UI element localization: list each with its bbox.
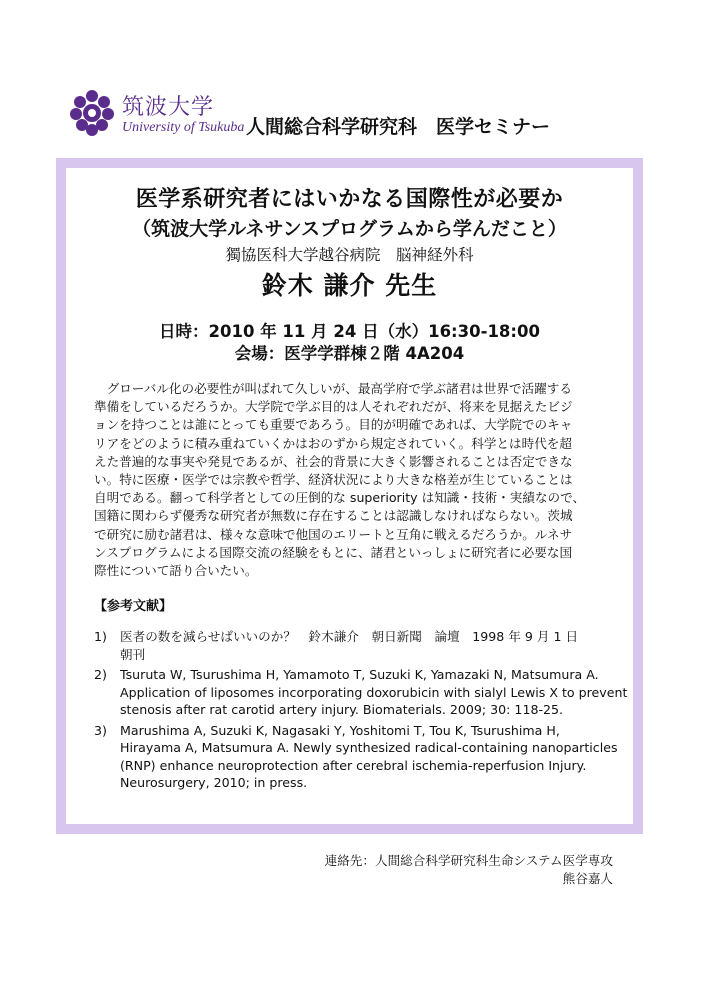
reference-line: Tsuruta W, Tsurushima H, Yamamoto T, Suzuki K, Yamazaki N, Matsumura A. xyxy=(120,667,599,682)
abstract-line: 準備をしているだろうか。大学院で学ぶ目的は人それぞれだが、将来を見据えたビジ xyxy=(94,399,573,415)
reference-number: 3) xyxy=(94,722,107,738)
reference-line: 朝刊 xyxy=(120,646,146,662)
reference-item xyxy=(94,666,628,719)
seminar-venue: 会場：医学学群棟２階 4A204 xyxy=(234,344,465,363)
speaker-name: 鈴木 謙介 先生 xyxy=(261,271,438,300)
abstract-line: 国籍に関わらず優秀な研究者が無数に存在することは認識しなければならない。茨城 xyxy=(94,508,573,524)
seminar-panel xyxy=(66,168,633,824)
contact-person: 熊谷嘉人 xyxy=(562,871,613,886)
abstract-line: で研究に励む諸君は、様々な意味で他国のエリートと互角に戦えるだろうか。ルネサ xyxy=(94,526,573,542)
reference-item xyxy=(94,628,624,663)
speaker-affiliation: 獨協医科大学越谷病院 脳神経外科 xyxy=(225,246,474,264)
reference-line: Application of liposomes incorporating doxorubicin with sialyl Lewis X to prevent xyxy=(120,684,628,700)
abstract-line: 際性について語り合いたい。 xyxy=(94,563,258,579)
university-name-jp: 筑波大学 xyxy=(122,95,215,120)
abstract-line: えた普遍的な事実や発見であるが、社会的背景に大きく影響されることは否定できな xyxy=(94,453,573,469)
abstract-line: ョンを持つことは誰にとっても重要であろう。目的が明確であれば、大学院でのキャ xyxy=(94,417,573,433)
abstract-line: 自明である。翻って科学者としての圧倒的な superiority は知識・技術・実績なので、 xyxy=(94,490,586,506)
reference-line: Neurosurgery, 2010; in press. xyxy=(120,775,308,790)
reference-line: 医者の数を減らせばいいのか？ 鈴木謙介 朝日新聞 論壇 1998 年 9 月 1 日 xyxy=(120,629,579,644)
abstract-line: グローバル化の必要性が叫ばれて久しいが、最高学府で学ぶ諸君は世界で活躍する xyxy=(94,381,572,396)
abstract xyxy=(94,380,613,580)
seminar-datetime: 日時：2010 年 11 月 24 日（水）16:30-18:00 xyxy=(159,322,540,341)
abstract-line: リアをどのように積み重ねていくかはおのずから規定されていく。科学とは時代を超 xyxy=(94,435,572,451)
abstract-line: ンスプログラムによる国際交流の経験をもとに、諸君といっしょに研究者に必要な国 xyxy=(94,544,573,560)
seminar-frame xyxy=(56,158,643,834)
contact-info xyxy=(325,852,613,888)
university-emblem-icon xyxy=(66,86,118,138)
references-heading: 【参考文献】 xyxy=(94,599,173,614)
reference-line: Hirayama A, Matsumura A. Newly synthesized radical-containing nanoparticles xyxy=(120,740,618,755)
reference-line: (RNP) enhance neuroprotection after cerebral ischemia-reperfusion Injury. xyxy=(120,757,587,773)
reference-number: 1) xyxy=(94,629,107,644)
seminar-subtitle: （筑波大学ルネサンスプログラムから学んだこと） xyxy=(132,218,567,240)
seminar-title: 医学系研究者にはいかなる国際性が必要か xyxy=(135,187,564,212)
reference-line: stenosis after rat carotid artery injury. Biomaterials. 2009; 30: 118-25. xyxy=(120,702,564,717)
reference-line: Marushima A, Suzuki K, Nagasaki Y, Yoshitomi T, Tou K, Tsurushima H, xyxy=(120,722,560,738)
references-list xyxy=(94,628,628,795)
abstract-line: い。特に医療・医学では宗教や哲学、経済状況により大きな格差が生じていることは xyxy=(94,472,573,488)
university-name-en: University of Tsukuba xyxy=(122,120,245,135)
seminar-series-title: 人間総合科学研究科 医学セミナー xyxy=(246,116,551,138)
contact-department: 連絡先：人間総合科学研究科生命システム医学専攻 xyxy=(324,853,613,868)
reference-item xyxy=(94,722,624,792)
header xyxy=(66,86,646,146)
reference-number: 2) xyxy=(94,667,107,682)
